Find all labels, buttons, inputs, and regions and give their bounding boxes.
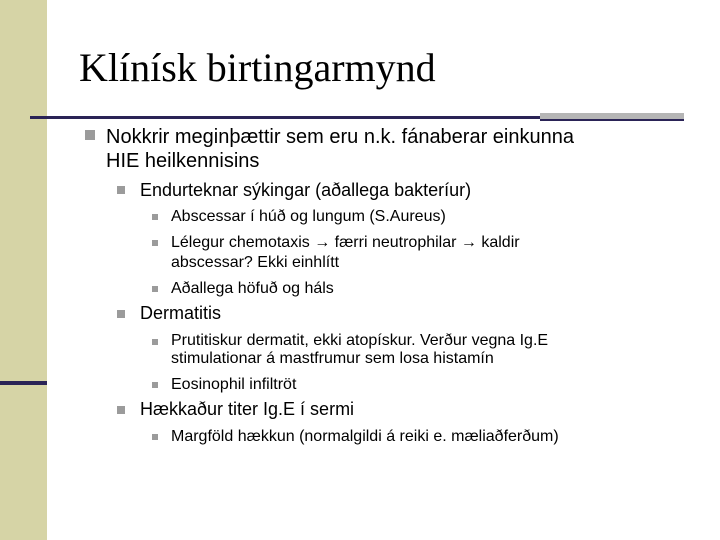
bullet-sub3-a: Margföld hækkun (normalgildi á reiki e. mæliaðferðum) — [171, 428, 559, 445]
bullet-sub1-b-line2: abscessar? Ekki einhlítt — [171, 254, 340, 271]
square-bullet-icon — [152, 434, 158, 440]
square-bullet-icon — [152, 286, 158, 292]
bullet-sub2-b: Eosinophil infiltröt — [171, 376, 297, 393]
slide-title: Klínísk birtingarmynd — [79, 45, 436, 90]
bullet-main-line2: HIE heilkennisins — [106, 150, 260, 172]
square-bullet-icon — [152, 339, 158, 345]
bullet-sub2-a-line2: stimulationar á mastfrumur sem losa histamín — [171, 350, 494, 367]
bullet-main-line1: Nokkrir meginþættir sem eru n.k. fánaberar einkunna — [106, 126, 574, 148]
square-bullet-icon — [152, 214, 158, 220]
square-bullet-icon — [117, 186, 125, 194]
bullet-sub2: Dermatitis — [140, 303, 222, 323]
bullet-sub1-a: Abscessar í húð og lungum (S.Aureus) — [171, 208, 446, 225]
bullet-sub3: Hækkaður titer Ig.E í sermi — [140, 399, 355, 419]
bullet-sub1: Endurteknar sýkingar (aðallega bakteríur) — [140, 180, 472, 200]
bullet-sub1-b-line1: Lélegur chemotaxis → færri neutrophilar → kaldir — [171, 234, 520, 251]
square-bullet-icon — [152, 382, 158, 388]
bullet-sub1-c: Aðallega höfuð og háls — [171, 280, 334, 297]
square-bullet-icon — [85, 130, 95, 140]
square-bullet-icon — [152, 240, 158, 246]
bullet-sub2-a-line1: Prutitiskur dermatit, ekki atopískur. Verður vegna Ig.E — [171, 332, 549, 349]
square-bullet-icon — [117, 406, 125, 414]
square-bullet-icon — [117, 310, 125, 318]
